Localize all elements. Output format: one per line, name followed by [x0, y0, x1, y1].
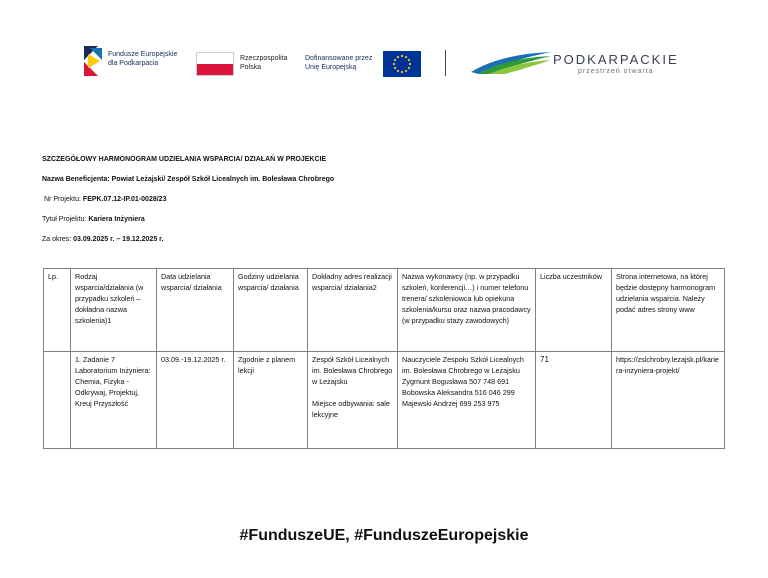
logo-bar — [0, 40, 768, 88]
schedule-table — [43, 268, 725, 449]
podkarpackie-tagline: przestrzeń otwarta — [578, 68, 654, 75]
contractor-text: Nauczyciele Zespołu Szkół Licealnych im. Bolesława Chrobrego w Leżajsku — [402, 355, 524, 375]
col-header-participants: Liczba uczestników — [536, 269, 612, 352]
fe-logo-text: Fundusze Europejskie dla Podkarpacia — [108, 51, 178, 67]
polish-flag-icon — [196, 52, 234, 76]
trainer-1: Zygmunt Bogusława 507 748 691 — [402, 377, 510, 386]
cell-contractor — [398, 352, 536, 449]
col-header-date: Data udzielania wsparcia/ działania — [157, 269, 234, 352]
period-line: Za okres: 03.09.2025 r. – 19.12.2025 r. — [42, 236, 164, 243]
address-text: Zespół Szkół Licealnych im. Bolesława Chrobrego w Leżajsku — [312, 355, 393, 386]
col-header-support-type: Rodzaj wsparcia/działania (w przypadku szkoleń – dokładna nazwa szkolenia)1 — [71, 269, 157, 352]
project-title-line: Tytuł Projektu: Kariera Inżyniera — [42, 216, 145, 223]
trainer-2: Bobowska Aleksandra 516 046 299 — [402, 388, 515, 397]
cell-address — [308, 352, 398, 449]
rp-logo-text: Rzeczpospolita Polska — [240, 55, 288, 71]
address-place: Miejsce odbywania: sale lekcyjne — [312, 399, 390, 419]
col-header-lp: Lp. — [44, 269, 71, 352]
logo-divider — [445, 50, 446, 76]
cell-support-type: 1. Zadanie 7 Laboratorium Inżyniera: Chemia, Fizyka - Odkrywaj, Projektuj, Kreuj Przyszłość — [71, 352, 157, 449]
trainer-3: Majewski Andrzej 699 253 975 — [402, 399, 500, 408]
col-header-address: Dokładny adres realizacji wsparcia/ działania2 — [308, 269, 398, 352]
document-title: SZCZEGÓŁOWY HARMONOGRAM UDZIELANIA WSPARCIA/ DZIAŁAŃ W PROJEKCIE — [42, 156, 327, 163]
cell-hours: Zgodnie z planem lekcji — [234, 352, 308, 449]
cell-participants: 71 — [536, 352, 612, 449]
project-number-line: Nr Projektu: FEPK.07.12-IP.01-0028/23 — [44, 196, 167, 203]
beneficiary-line: Nazwa Beneficjenta: Powiat Leżajski/ Zespół Szkół Licealnych im. Bolesława Chrobrego — [42, 176, 335, 183]
eu-funding-text: Dofinansowane przez Unię Europejską — [305, 55, 373, 71]
table-row — [44, 352, 725, 449]
fundusze-europejskie-logo-icon — [84, 44, 104, 78]
footer-hashtags: #FunduszeUE, #FunduszeEuropejskie — [239, 527, 529, 544]
col-header-website: Strona internetowa, na której będzie dostępny harmonogram udzielania wsparcia. Należy podać adres strony www — [612, 269, 725, 352]
podkarpackie-swoosh-icon — [471, 50, 551, 74]
table-header-row — [44, 269, 725, 352]
podkarpackie-name: PODKARPACKIE — [553, 52, 679, 67]
col-header-contractor: Nazwa wykonawcy (np. w przypadku szkoleń, konferencji…) i numer telefonu trenera/ szkoleniowca lub opiekuna szkolenia/kursu oraz nazwa pracodawcy (w przypadku staży zawodowych) — [398, 269, 536, 352]
cell-lp — [44, 352, 71, 449]
eu-flag-icon — [383, 51, 421, 77]
cell-date: 03.09.-19.12.2025 r. — [157, 352, 234, 449]
col-header-hours: Godziny udzielania wsparcia/ działania — [234, 269, 308, 352]
cell-website: https://zslchrobry.lezajsk.pl/kariera-inzyniera-projekt/ — [612, 352, 725, 449]
